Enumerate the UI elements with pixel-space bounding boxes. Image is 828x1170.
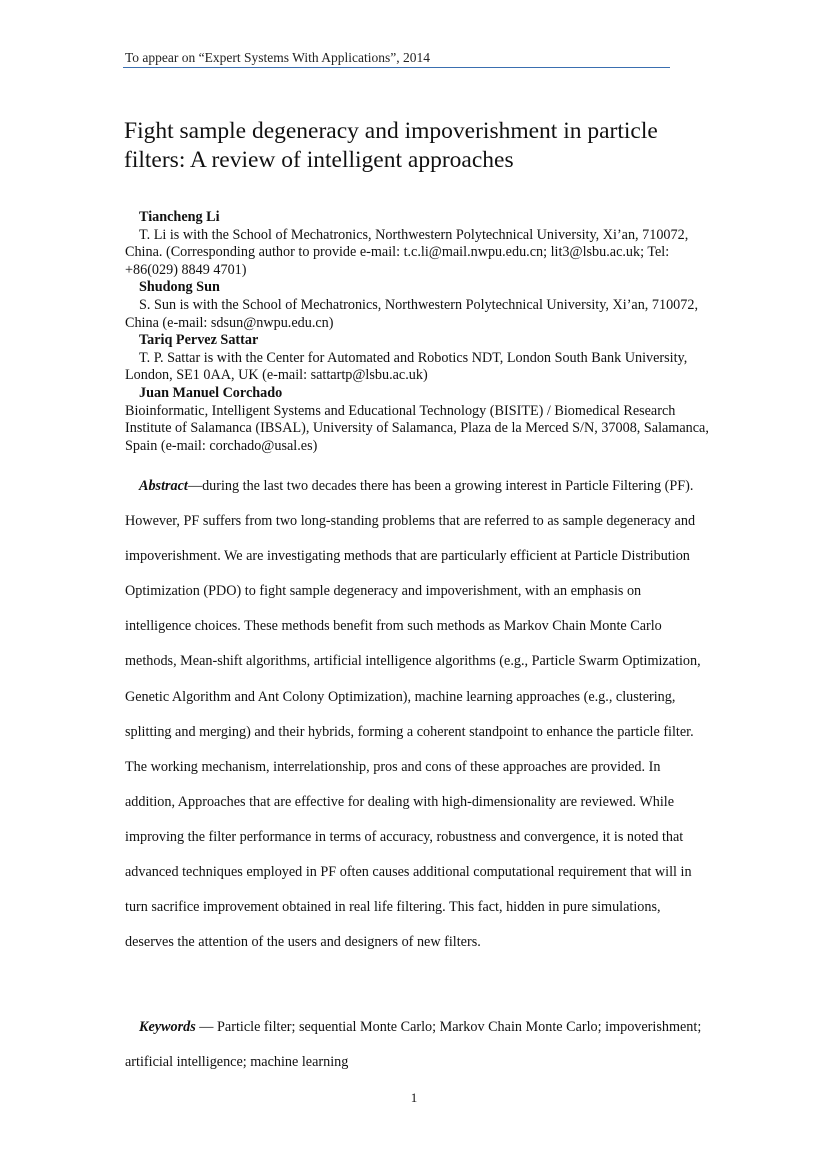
keywords-label: Keywords (139, 1019, 196, 1035)
abstract-dash: — (187, 478, 203, 494)
paper-title: Fight sample degeneracy and impoverishment in particle filters: A review of intelligent approaches (124, 118, 658, 173)
author-name: Juan Manuel Corchado (139, 384, 283, 401)
author-name: Shudong Sun (139, 279, 220, 296)
header-rule (123, 67, 670, 68)
author-name: Tariq Pervez Sattar (139, 332, 259, 349)
keywords-text: Particle filter; sequential Monte Carlo; Markov Chain Monte Carlo; impoverishment; artificial intelligence; machine learning (125, 1019, 702, 1070)
abstract (125, 469, 710, 960)
keywords-dash: — (195, 1019, 218, 1035)
keywords (125, 1010, 710, 1080)
author-name: Tiancheng Li (139, 209, 220, 225)
author-affiliation: T. P. Sattar is with the Center for Automated and Robotics NDT, London South Bank University, London, SE1 0AA, UK (e-mail: sattartp@lsbu.ac.uk) (125, 349, 688, 384)
running-header: To appear on “Expert Systems With Applications”, 2014 (125, 50, 430, 65)
author-affiliation: T. Li is with the School of Mechatronics, Northwestern Polytechnical University, Xi’an, 710072, China. (Corresponding author to provide e-mail: t.c.li@mail.nwpu.edu.cn; lit3@lsbu.ac.uk; Tel: +86(029) 8849 4701) (125, 226, 689, 278)
author-block (125, 209, 715, 455)
page-number: 1 (410, 1090, 418, 1105)
author-affiliation: S. Sun is with the School of Mechatronics, Northwestern Polytechnical University, Xi’an, 710072, China (e-mail: sdsun@nwpu.edu.cn) (125, 296, 699, 331)
abstract-label: Abstract (139, 478, 188, 494)
author-affiliation: Bioinformatic, Intelligent Systems and Educational Technology (BISITE) / Biomedical Research Institute of Salamanca (IBSAL), University of Salamanca, Plaza de la Merced S/N, 37008, Salamanca, Spain (e-mail: corchado@usal.es) (125, 402, 709, 454)
abstract-text: during the last two decades there has been a growing interest in Particle Filtering (PF). However, PF suffers from two long-standing problems that are referred to as sample degeneracy and impoverishment. We are investigating methods that are particularly efficient at Particle Distribution Optimization (PDO) to fight sample degeneracy and impoverishment, with an emphasis on intelligence choices. These methods benefit from such methods as Markov Chain Monte Carlo methods, Mean-shift algorithms, artificial intelligence algorithms (e.g., Particle Swarm Optimization, Genetic Algorithm and Ant Colony Optimization), machine learning approaches (e.g., clustering, splitting and merging) and their hybrids, forming a coherent standpoint to enhance the particle filter. The working mechanism, interrelationship, pros and cons of these approaches are provided. In addition, Approaches that are effective for dealing with high-dimensionality are reviewed. While improving the filter performance in terms of accuracy, robustness and convergence, it is noted that advanced techniques employed in PF often causes additional computational requirement that will in turn sacrifice improvement obtained in real life filtering. This fact, hidden in pure simulations, deserves the attention of the users and designers of new filters. (125, 478, 701, 951)
